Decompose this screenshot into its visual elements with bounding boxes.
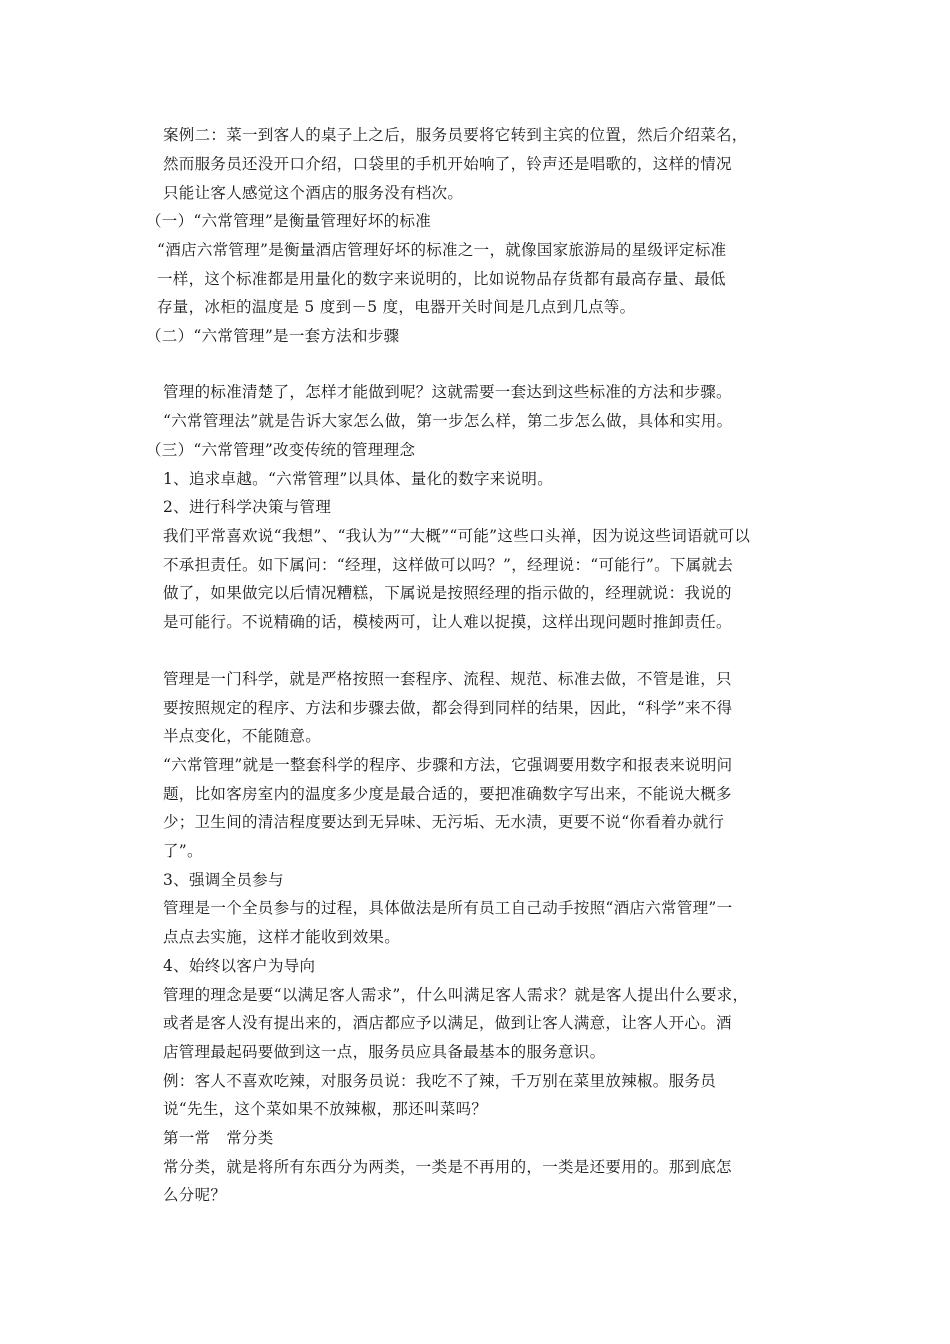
para-5-line-3: 少；卫生间的清洁程度要达到无异味、无污垢、无水渍，更要不说“你看着办就行 (163, 813, 725, 831)
case2-line-2: 然而服务员还没开口介绍，口袋里的手机开始响了，铃声还是唱歌的，这样的情况 (163, 155, 732, 173)
para-6-line-2: 点点去实施，这样才能收到效果。 (163, 928, 401, 946)
para-4-line-3: 半点变化，不能随意。 (163, 727, 322, 745)
para-5-line-4: 了”。 (163, 842, 203, 860)
para-3-line-1: 我们平常喜欢说“我想”、“我认为”“大概”“可能”这些口头禅，因为说这些词语就可以 (163, 527, 751, 545)
example-line-1: 例：客人不喜欢吃辣，对服务员说：我吃不了辣，千万别在菜里放辣椒。服务员 (163, 1072, 717, 1090)
para-3-line-2: 不承担责任。如下属问：“经理，这样做可以吗？”，经理说：“可能行”。下属就去 (163, 556, 734, 574)
heading-2: （二）“六常管理”是一套方法和步骤 (146, 327, 400, 345)
para-2-line-2: “六常管理法”就是告诉大家怎么做，第一步怎么样，第二步怎么做，具体和实用。 (163, 412, 733, 430)
para-7-line-2: 或者是客人没有提出来的，酒店都应予以满足，做到让客人满意，让客人开心。酒 (163, 1014, 732, 1032)
section-title: 第一常 常分类 (163, 1129, 274, 1147)
para-6-line-1: 管理是一个全员参与的过程，具体做法是所有员工自己动手按照“酒店六常管理”一 (163, 899, 733, 917)
para-8-line-1: 常分类，就是将所有东西分为两类，一类是不再用的，一类是还要用的。那到底怎 (163, 1158, 732, 1176)
para-8-line-2: 么分呢？ (163, 1186, 227, 1204)
heading-3: （三）“六常管理”改变传统的管理理念 (146, 441, 416, 459)
para-3-line-3: 做了，如果做完以后情况糟糕，下属说是按照经理的指示做的，经理就说：我说的 (163, 584, 732, 602)
case2-line-3: 只能让客人感觉这个酒店的服务没有档次。 (163, 184, 464, 202)
list-item-3: 3、强调全员参与 (163, 871, 284, 889)
list-item-1: 1、追求卓越。“六常管理”以具体、量化的数字来说明。 (163, 470, 554, 488)
list-item-4: 4、始终以客户为导向 (163, 957, 316, 975)
para-4-line-2: 要按照规定的程序、方法和步骤去做，都会得到同样的结果，因此，“科学”来不得 (163, 699, 733, 717)
para-1-line-2: 一样，这个标准都是用量化的数字来说明的，比如说物品存货都有最高存量、最低 (157, 270, 726, 288)
para-2-line-1: 管理的标准清楚了，怎样才能做到呢？这就需要一套达到这些标准的方法和步骤。 (163, 383, 732, 401)
heading-1: （一）“六常管理”是衡量管理好坏的标准 (146, 212, 432, 230)
list-item-2: 2、进行科学决策与管理 (163, 498, 332, 516)
para-7-line-1: 管理的理念是要“以满足客人需求”，什么叫满足客人需求？就是客人提出什么要求， (163, 986, 749, 1004)
para-4-line-1: 管理是一门科学，就是严格按照一套程序、流程、规范、标准去做，不管是谁，只 (163, 670, 732, 688)
para-3-line-4: 是可能行。不说精确的话，模棱两可，让人难以捉摸，这样出现问题时推卸责任。 (163, 613, 732, 631)
para-5-line-1: “六常管理”就是一整套科学的程序、步骤和方法，它强调要用数字和报表来说明问 (163, 756, 733, 774)
para-5-line-2: 题，比如客房室内的温度多少度是最合适的，要把准确数字写出来，不能说大概多 (163, 785, 732, 803)
para-7-line-3: 店管理最起码要做到这一点，服务员应具备最基本的服务意识。 (163, 1043, 606, 1061)
case2-line-1: 案例二：菜一到客人的桌子上之后，服务员要将它转到主宾的位置，然后介绍菜名， (163, 126, 748, 144)
para-1-line-3: 存量，冰柜的温度是 5 度到－5 度，电器开关时间是几点到几点等。 (157, 298, 636, 316)
para-1-line-1: “酒店六常管理”是衡量酒店管理好坏的标准之一，就像国家旅游局的星级评定标准 (157, 241, 727, 259)
example-line-2: 说“先生，这个菜如果不放辣椒，那还叫菜吗？ (163, 1100, 488, 1118)
